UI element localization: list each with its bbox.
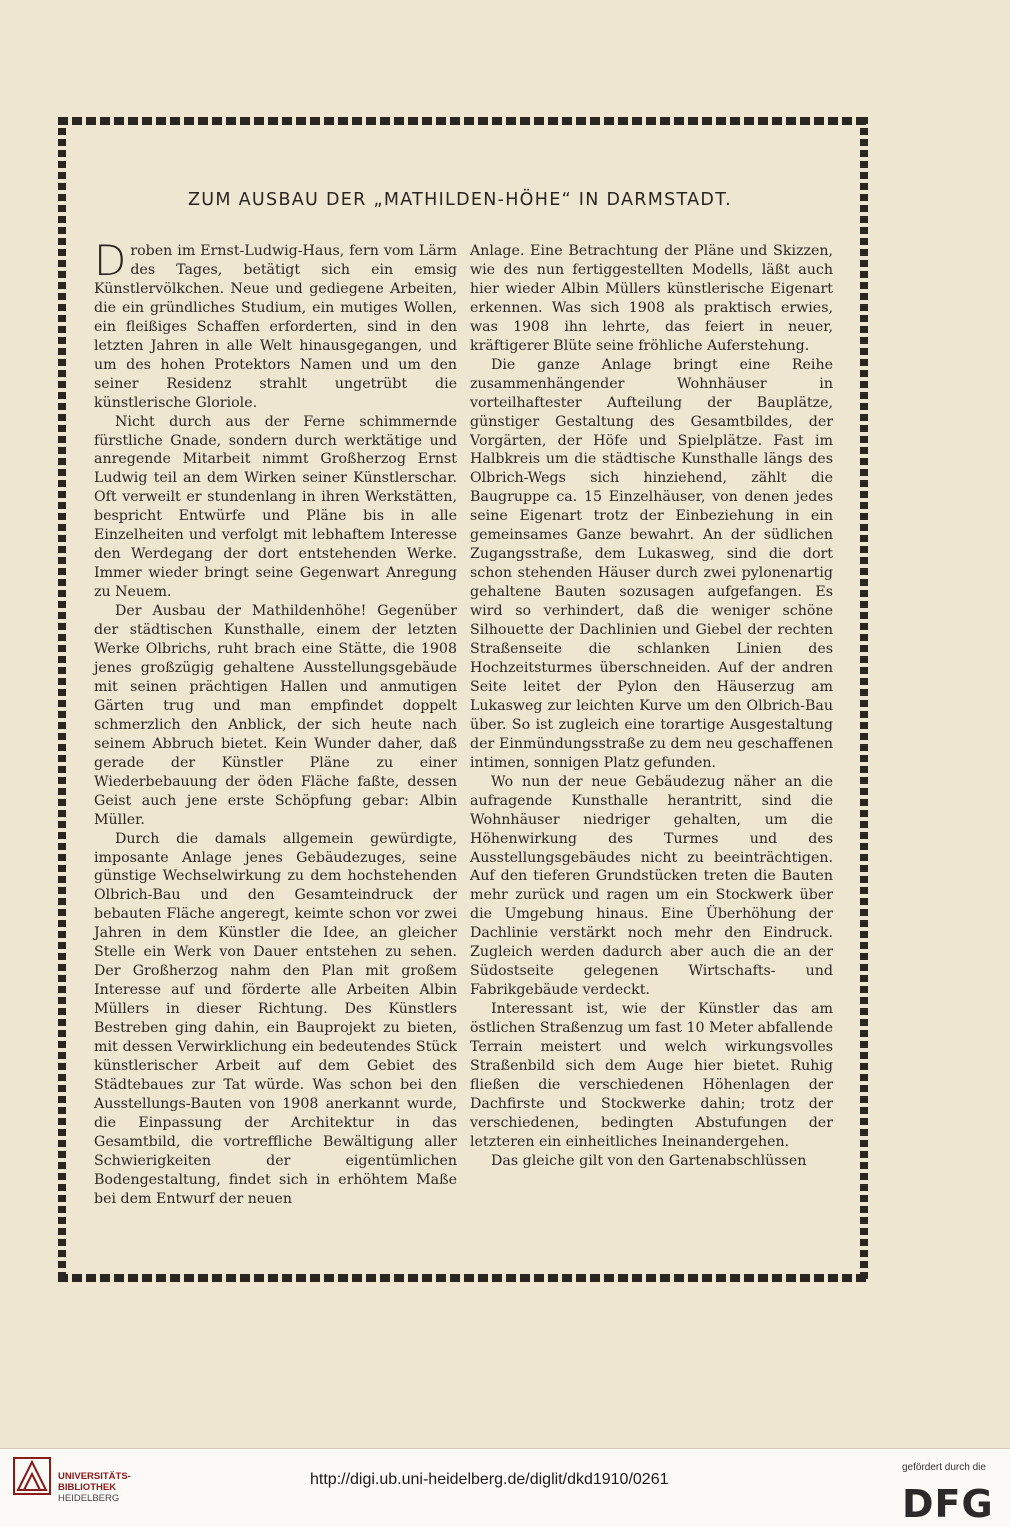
- funding-caption: gefördert durch die: [902, 1462, 986, 1473]
- paragraph: Interessant ist, wie der Künstler das am östlichen Straßenzug um fast 10 Meter abfallende Terrain meistert und welch wirkungsvolles Straßenbild sich dem Auge hier bietet. Ruhig fließen die verschiedenen Höhenlagen der Dachfirste und Stockwerke dahin; trotz der verschiedenen, bedingten Abstufungen der letzteren ein einheitliches Ineinandergehen.: [470, 1001, 833, 1150]
- university-library-logo-icon: [12, 1456, 52, 1496]
- paragraph: Die ganze Anlage bringt eine Reihe zusammenhängender Wohnhäuser in vorteilhaftester Aufteilung der Bauplätze, günstiger Gestaltung des Gesamtbildes, der Vorgärten, der Höfe und Spielplätze. Fast im Halbkreis um die städtische Kunsthalle längs des Olbrich-Wegs sich hinziehend, zählt die Baugruppe ca. 15 Einzelhäuser, von denen jedes seine Eigenart trotz der Einbeziehung in ein gemeinsames Ganze bewahrt. An der südlichen Zugangsstraße, dem Lukasweg, sind die dort schon stehenden Häuser durch zwei pylonenartig gehaltene Bauten sozusagen aufgefangen. Es wird so verhindert, daß die weniger schöne Silhouette der Dachlinien und Giebel der rechten Straßenseite die schlanken Linien des Hochzeitsturmes überschneiden. Auf der andren Seite leitet der Pylon den Häuserzug am Lukasweg zur leichten Kurve um den Olbrich-Bau über. So ist zugleich eine torartige Ausgestaltung der Einmündungsstraße zu dem neu geschaffenen intimen, sonnigen Platz gefunden.: [470, 356, 833, 771]
- paragraph: Anlage. Eine Betrachtung der Pläne und Skizzen, wie des nun fertiggestellten Modells, läßt auch hier wieder Albin Müllers künstlerische Eigenart erkennen. Was sich 1908 als praktisch erwies, was 1908 ihn lehrte, das feiert in neuer, kräftigerer Blüte seine fröhliche Auferstehung.: [470, 243, 833, 354]
- dfg-logo: DFG: [902, 1482, 994, 1526]
- frame-border-bottom: [58, 1274, 868, 1282]
- frame-border-right: [860, 117, 868, 1282]
- frame-border-top: [58, 117, 868, 125]
- text-column-left: [94, 236, 457, 1209]
- paragraph: Das gleiche gilt von den Gartenabschlüssen: [491, 1152, 807, 1169]
- article-title: ZUM AUSBAU DER „MATHILDEN-HÖHE“ IN DARMSTADT.: [188, 190, 732, 210]
- paragraph: Durch die damals allgemein gewürdigte, imposante Anlage jenes Gebäudezuges, seine günstige Wechselwirkung zu dem hochstehenden Olbrich-Bau und den Gesamteindruck der bebauten Fläche angeregt, keimte schon vor zwei Jahren in dem Künstler die Idee, an gleicher Stelle ein Werk von Dauer entstehen zu sehen. Der Großherzog nahm den Plan mit großem Interesse auf und förderte alle Arbeiten Albin Müllers in dieser Richtung. Des Künstlers Bestreben ging dahin, ein Bauprojekt zu bieten, mit dessen Verwirklichung ein bedeutendes Stück künstlerischer Arbeit auf dem Gebiet des Städtebaues zur Tat würde. Was schon bei den Ausstellungs-Bauten von 1908 anerkannt wurde, die Einpassung der Architektur in das Gesamtbild, die vortreffliche Bewältigung aller Schwierigkeiten der eigentümlichen Bodengestaltung, findet sich in erhöhtem Maße bei dem Entwurf der neuen: [94, 830, 457, 1207]
- source-url-link[interactable]: http://digi.ub.uni-heidelberg.de/diglit/dkd1910/0261: [310, 1471, 669, 1488]
- drop-cap: D: [94, 236, 127, 285]
- frame-border-left: [58, 117, 66, 1282]
- paragraph: Der Ausbau der Mathildenhöhe! Gegenüber der städtischen Kunsthalle, einem der letzten Werke Olbrichs, ruht brach eine Stätte, die 1908 jenes großzügig gehaltene Ausstellungsgebäude mit seinen prächtigen Hallen und anmutigen Gärten trug und man empfindet doppelt schmerzlich den Anblick, der sich heute nach seinem Abbruch bietet. Kein Wunder daher, daß gerade der Künstler Pläne zu einer Wiederbebauung der öden Fläche faßte, dessen Geist auch jene erste Schöpfung gebar: Albin Müller.: [94, 603, 457, 828]
- paragraph: Nicht durch aus der Ferne schimmernde fürstliche Gnade, sondern durch werktätige und anregende Mitarbeit nimmt Großherzog Ernst Ludwig teil an dem Wirken seiner Künstlerschar. Oft verweilt er stundenlang in ihren Werkstätten, bespricht Entwürfe und Pläne bis in alle Einzelheiten und verfolgt mit lebhaftem Interesse den Werdegang der dort entstehenden Werke. Immer wieder bringt seine Gegenwart Anregung zu Neuem.: [94, 413, 457, 601]
- library-name: UNIVERSITÄTS- BIBLIOTHEK HEIDELBERG: [58, 1471, 131, 1504]
- paragraph: Droben im Ernst-Ludwig-Haus, fern vom Lärm des Tages, betätigt sich ein emsig Künstlervölkchen. Neue und gediegene Arbeiten, die ein gründliches Studium, ein mutiges Wollen, ein fleißiges Schaffen erforderten, sind in den letzten Jahren in alle Welt hinausgegangen, und um des hohen Protektors Namen und um den seiner Residenz strahlt ungetrübt die künstlerische Gloriole.: [94, 236, 457, 411]
- paragraph: Wo nun der neue Gebäudezug näher an die aufragende Kunsthalle herantritt, sind die Wohnhäuser niedriger gehalten, um die Höhenwirkung des Turmes und des Ausstellungsgebäudes nicht zu beeinträchtigen. Auf den tieferen Grundstücken treten die Bauten mehr zurück und ragen um ein Stockwerk über die Umgebung hinaus. Eine Überhöhung der Dachlinie verstärkt noch mehr den Eindruck. Zugleich werden dadurch aber auch die an der Südostseite gelegenen Wirtschafts- und Fabrikgebäude verdeckt.: [470, 773, 833, 999]
- text-column-right: [470, 242, 833, 1171]
